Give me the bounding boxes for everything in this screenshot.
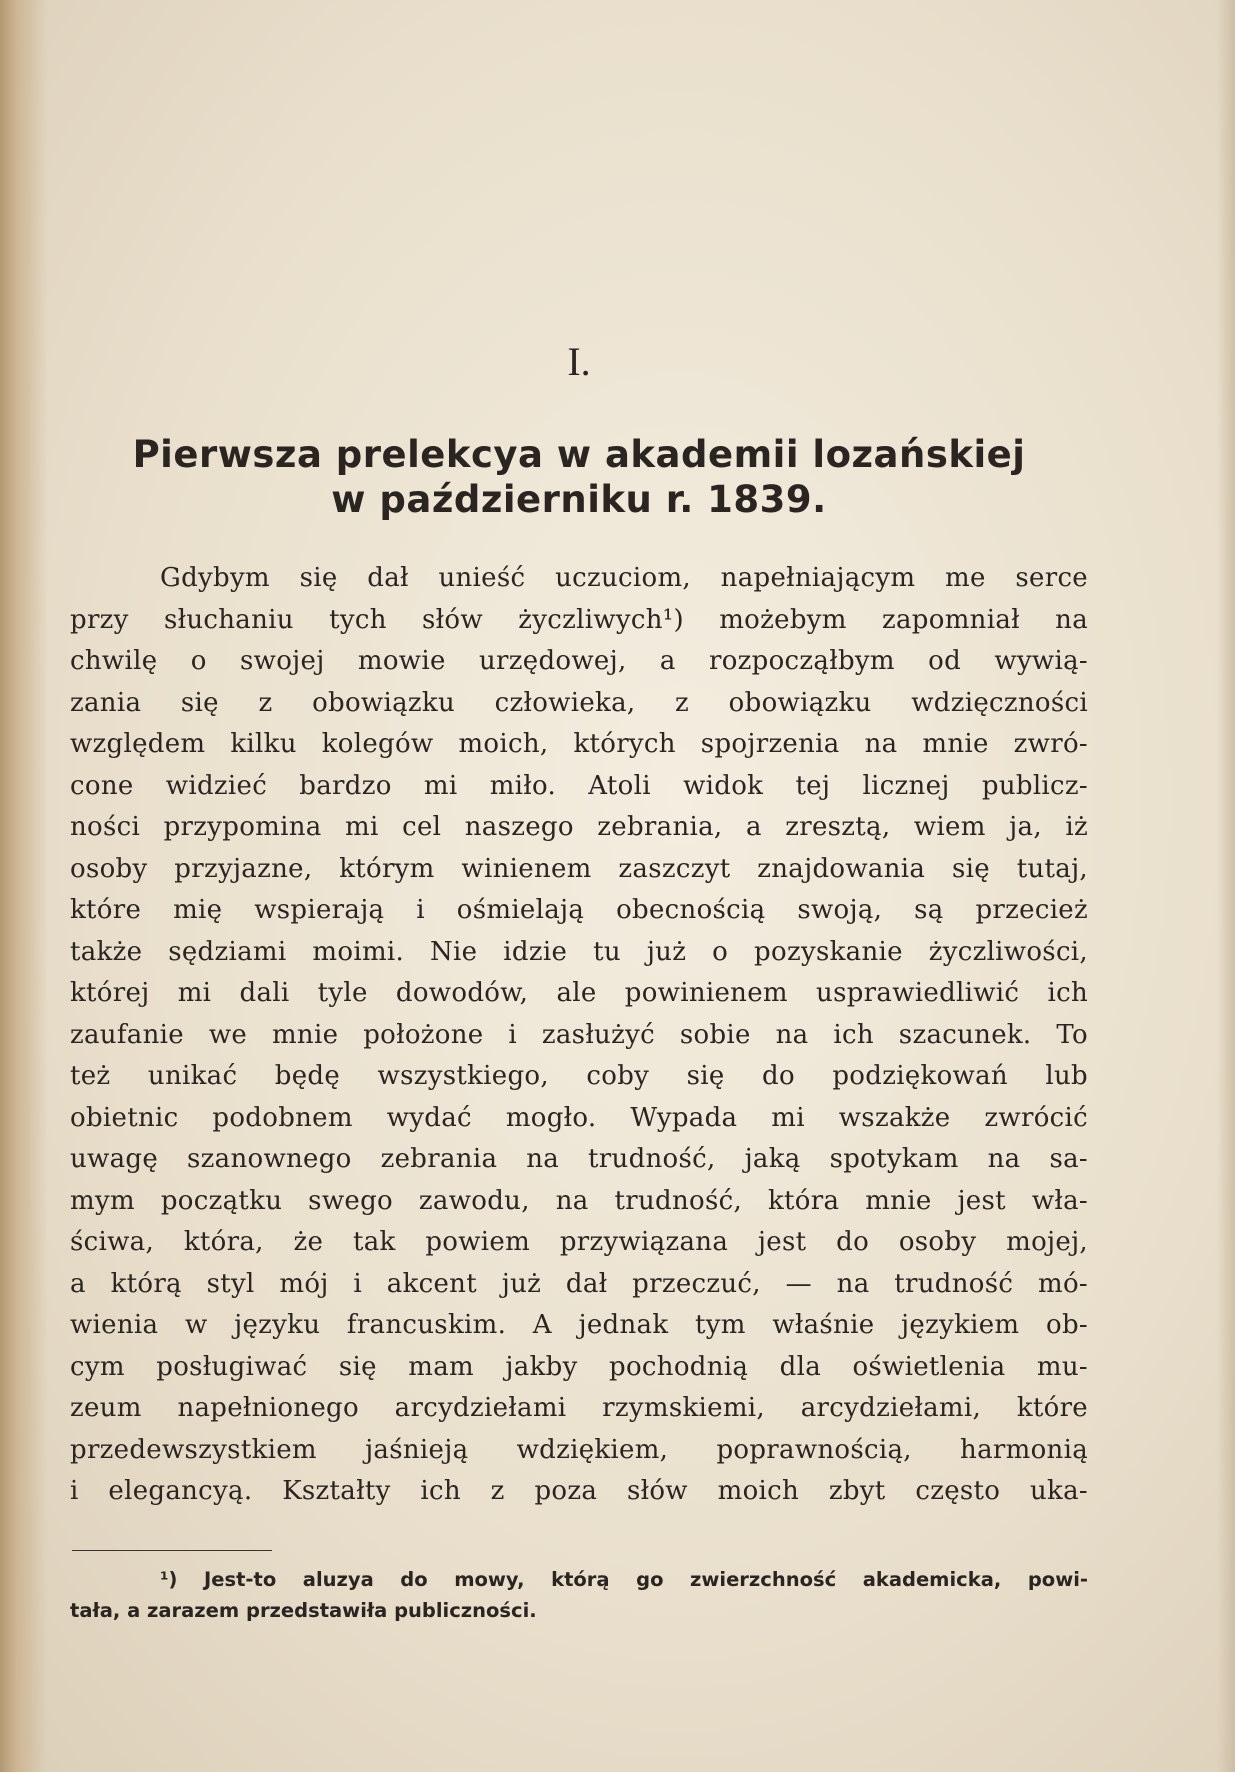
body-line: obietnic podobnem wydać mogło. Wypada mi wszakże zwrócić: [70, 1102, 1088, 1133]
body-line: także sędziami moimi. Nie idzie tu już o pozyskanie życzliwości,: [70, 936, 1088, 967]
body-line: osoby przyjazne, którym winienem zaszczyt znajdowania się tutaj,: [70, 853, 1088, 884]
body-line: a którą styl mój i akcent już dał przeczuć, — na trudność mó-: [70, 1268, 1088, 1299]
body-line: wienia w języku francuskim. A jednak tym właśnie językiem ob-: [70, 1310, 1088, 1340]
body-line: chwilę o swojej mowie urzędowej, a rozpocząłbym od wywią-: [70, 646, 1088, 676]
chapter-title-line-2: w październiku r. 1839.: [331, 478, 827, 521]
body-line: zeum napełnionego arcydziełami rzymskiemi, arcydziełami, które: [70, 1393, 1088, 1423]
body-line: też unikać będę wszystkiego, coby się do podziękowań lub: [70, 1061, 1088, 1091]
body-line: i elegancyą. Kształty ich z poza słów moich zbyt często uka-: [70, 1476, 1088, 1506]
chapter-number: I.: [567, 339, 591, 384]
page-edge-shadow: [1217, 0, 1235, 1772]
footnote-divider: [72, 1550, 272, 1551]
spine-shadow: [0, 0, 48, 1772]
body-line: cone widzieć bardzo mi miło. Atoli widok tej licznej publicz-: [70, 770, 1088, 801]
body-line: względem kilku kolegów moich, których spojrzenia na mnie zwró-: [70, 729, 1088, 759]
body-line: ności przypomina mi cel naszego zebrania, a zresztą, wiem ja, iż: [70, 812, 1088, 842]
body-text: [70, 558, 1088, 1513]
body-line: uwagę szanownego zebrania na trudność, jaką spotykam na sa-: [70, 1144, 1088, 1174]
body-line: przy słuchaniu tych słów życzliwych¹) możebym zapomniał na: [70, 604, 1088, 635]
body-line: ściwa, która, że tak powiem przywiązana jest do osoby mojej,: [70, 1227, 1088, 1257]
footnote-line-1: ¹) Jest-to aluzya do mowy, którą go zwierzchność akademicka, powi-: [160, 1568, 1088, 1591]
body-line: której mi dali tyle dowodów, ale powinienem usprawiedliwić ich: [70, 978, 1088, 1008]
body-line: zania się z obowiązku człowieka, z obowiązku wdzięczności: [70, 687, 1088, 718]
body-line: które mię wspierają i ośmielają obecnością swoją, są przecież: [70, 895, 1088, 925]
body-line: mym początku swego zawodu, na trudność, która mnie jest wła-: [70, 1185, 1088, 1216]
body-line: zaufanie we mnie położone i zasłużyć sobie na ich szacunek. To: [70, 1019, 1088, 1050]
body-line: cym posługiwać się mam jakby pochodnią dla oświetlenia mu-: [70, 1351, 1088, 1382]
chapter-title-line-1: Pierwsza prelekcya w akademii lozańskiej: [132, 433, 1026, 476]
footnote: [70, 1564, 1088, 1626]
footnote-line-2: tała, a zarazem przedstawiła publiczności.: [70, 1599, 537, 1622]
body-line: Gdybym się dał unieść uczuciom, napełniającym me serce: [160, 563, 1088, 593]
body-line: przedewszystkiem jaśnieją wdziękiem, poprawnością, harmonią: [70, 1434, 1088, 1465]
chapter-title: [70, 432, 1088, 522]
